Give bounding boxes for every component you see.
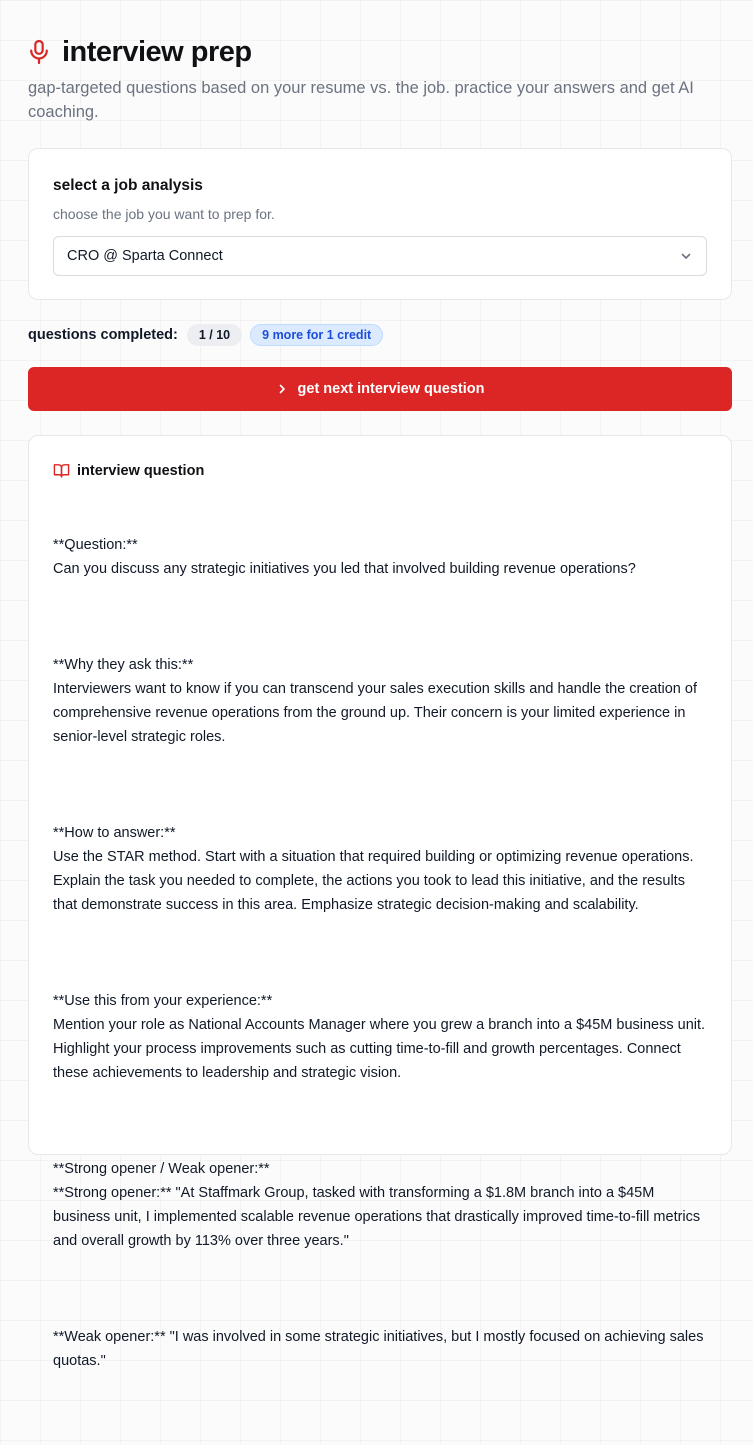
use-experience-paragraph: **Use this from your experience:** Mention your role as National Accounts Manager where you grew a branch into a $45M business unit. Highlight your process improvements such as cutting time-to-fill and growth percentages. Connect these achievements to leadership and strategic vision. bbox=[53, 993, 706, 1081]
next-question-button[interactable] bbox=[28, 367, 732, 411]
job-analysis-dropdown[interactable] bbox=[53, 236, 707, 276]
question-card-title: interview question bbox=[77, 462, 205, 479]
chevron-right-icon bbox=[276, 383, 288, 395]
why-they-ask-paragraph: **Why they ask this:** Interviewers want to know if you can transcend your sales execution skills and handle the creation of comprehensive revenue operations from the ground up. Their concern is your limited experience in senior-level strategic roles. bbox=[53, 657, 697, 745]
microphone-icon bbox=[28, 38, 54, 66]
interview-prep-page bbox=[28, 0, 732, 1369]
progress-label: questions completed: bbox=[28, 327, 178, 343]
question-content bbox=[53, 485, 707, 1445]
strong-opener-paragraph: **Strong opener / Weak opener:** **Strong opener:** "At Staffmark Group, tasked with transforming a $1.8M branch into a $45M business unit, I implemented scalable revenue operations that drastically improved time-to-fill metrics and overall growth by 113% over three years." bbox=[53, 1161, 701, 1249]
job-analysis-selected-value: CRO @ Sparta Connect bbox=[67, 248, 223, 264]
weak-opener-paragraph: **Weak opener:** "I was involved in some strategic initiatives, but I mostly focused on achieving sales quotas." bbox=[53, 1329, 708, 1369]
question-paragraph: **Question:** Can you discuss any strategic initiatives you led that involved building revenue operations? bbox=[53, 537, 636, 577]
page-subtitle: gap-targeted questions based on your resume vs. the job. practice your answers and get AI coaching. bbox=[28, 79, 694, 121]
credit-badge: 9 more for 1 credit bbox=[250, 324, 383, 346]
page-title: interview prep bbox=[62, 36, 252, 68]
page-header bbox=[28, 34, 732, 70]
chevron-down-icon bbox=[679, 249, 693, 263]
next-question-label: get next interview question bbox=[297, 381, 485, 397]
job-select-title: select a job analysis bbox=[53, 177, 203, 194]
how-to-answer-paragraph: **How to answer:** Use the STAR method. Start with a situation that required building or optimizing revenue operations. Explain the task you needed to complete, the actions you took to lead this initiative, and the results that demonstrate success in this area. Emphasize strategic decision-making and scalability. bbox=[53, 825, 694, 913]
interview-question-card bbox=[28, 435, 732, 1369]
questions-progress bbox=[28, 323, 732, 347]
job-select-card bbox=[28, 148, 732, 300]
questions-count-badge: 1 / 10 bbox=[187, 324, 242, 346]
job-select-description: choose the job you want to prep for. bbox=[53, 206, 275, 222]
question-card-header bbox=[53, 462, 707, 479]
book-open-icon bbox=[53, 462, 70, 479]
